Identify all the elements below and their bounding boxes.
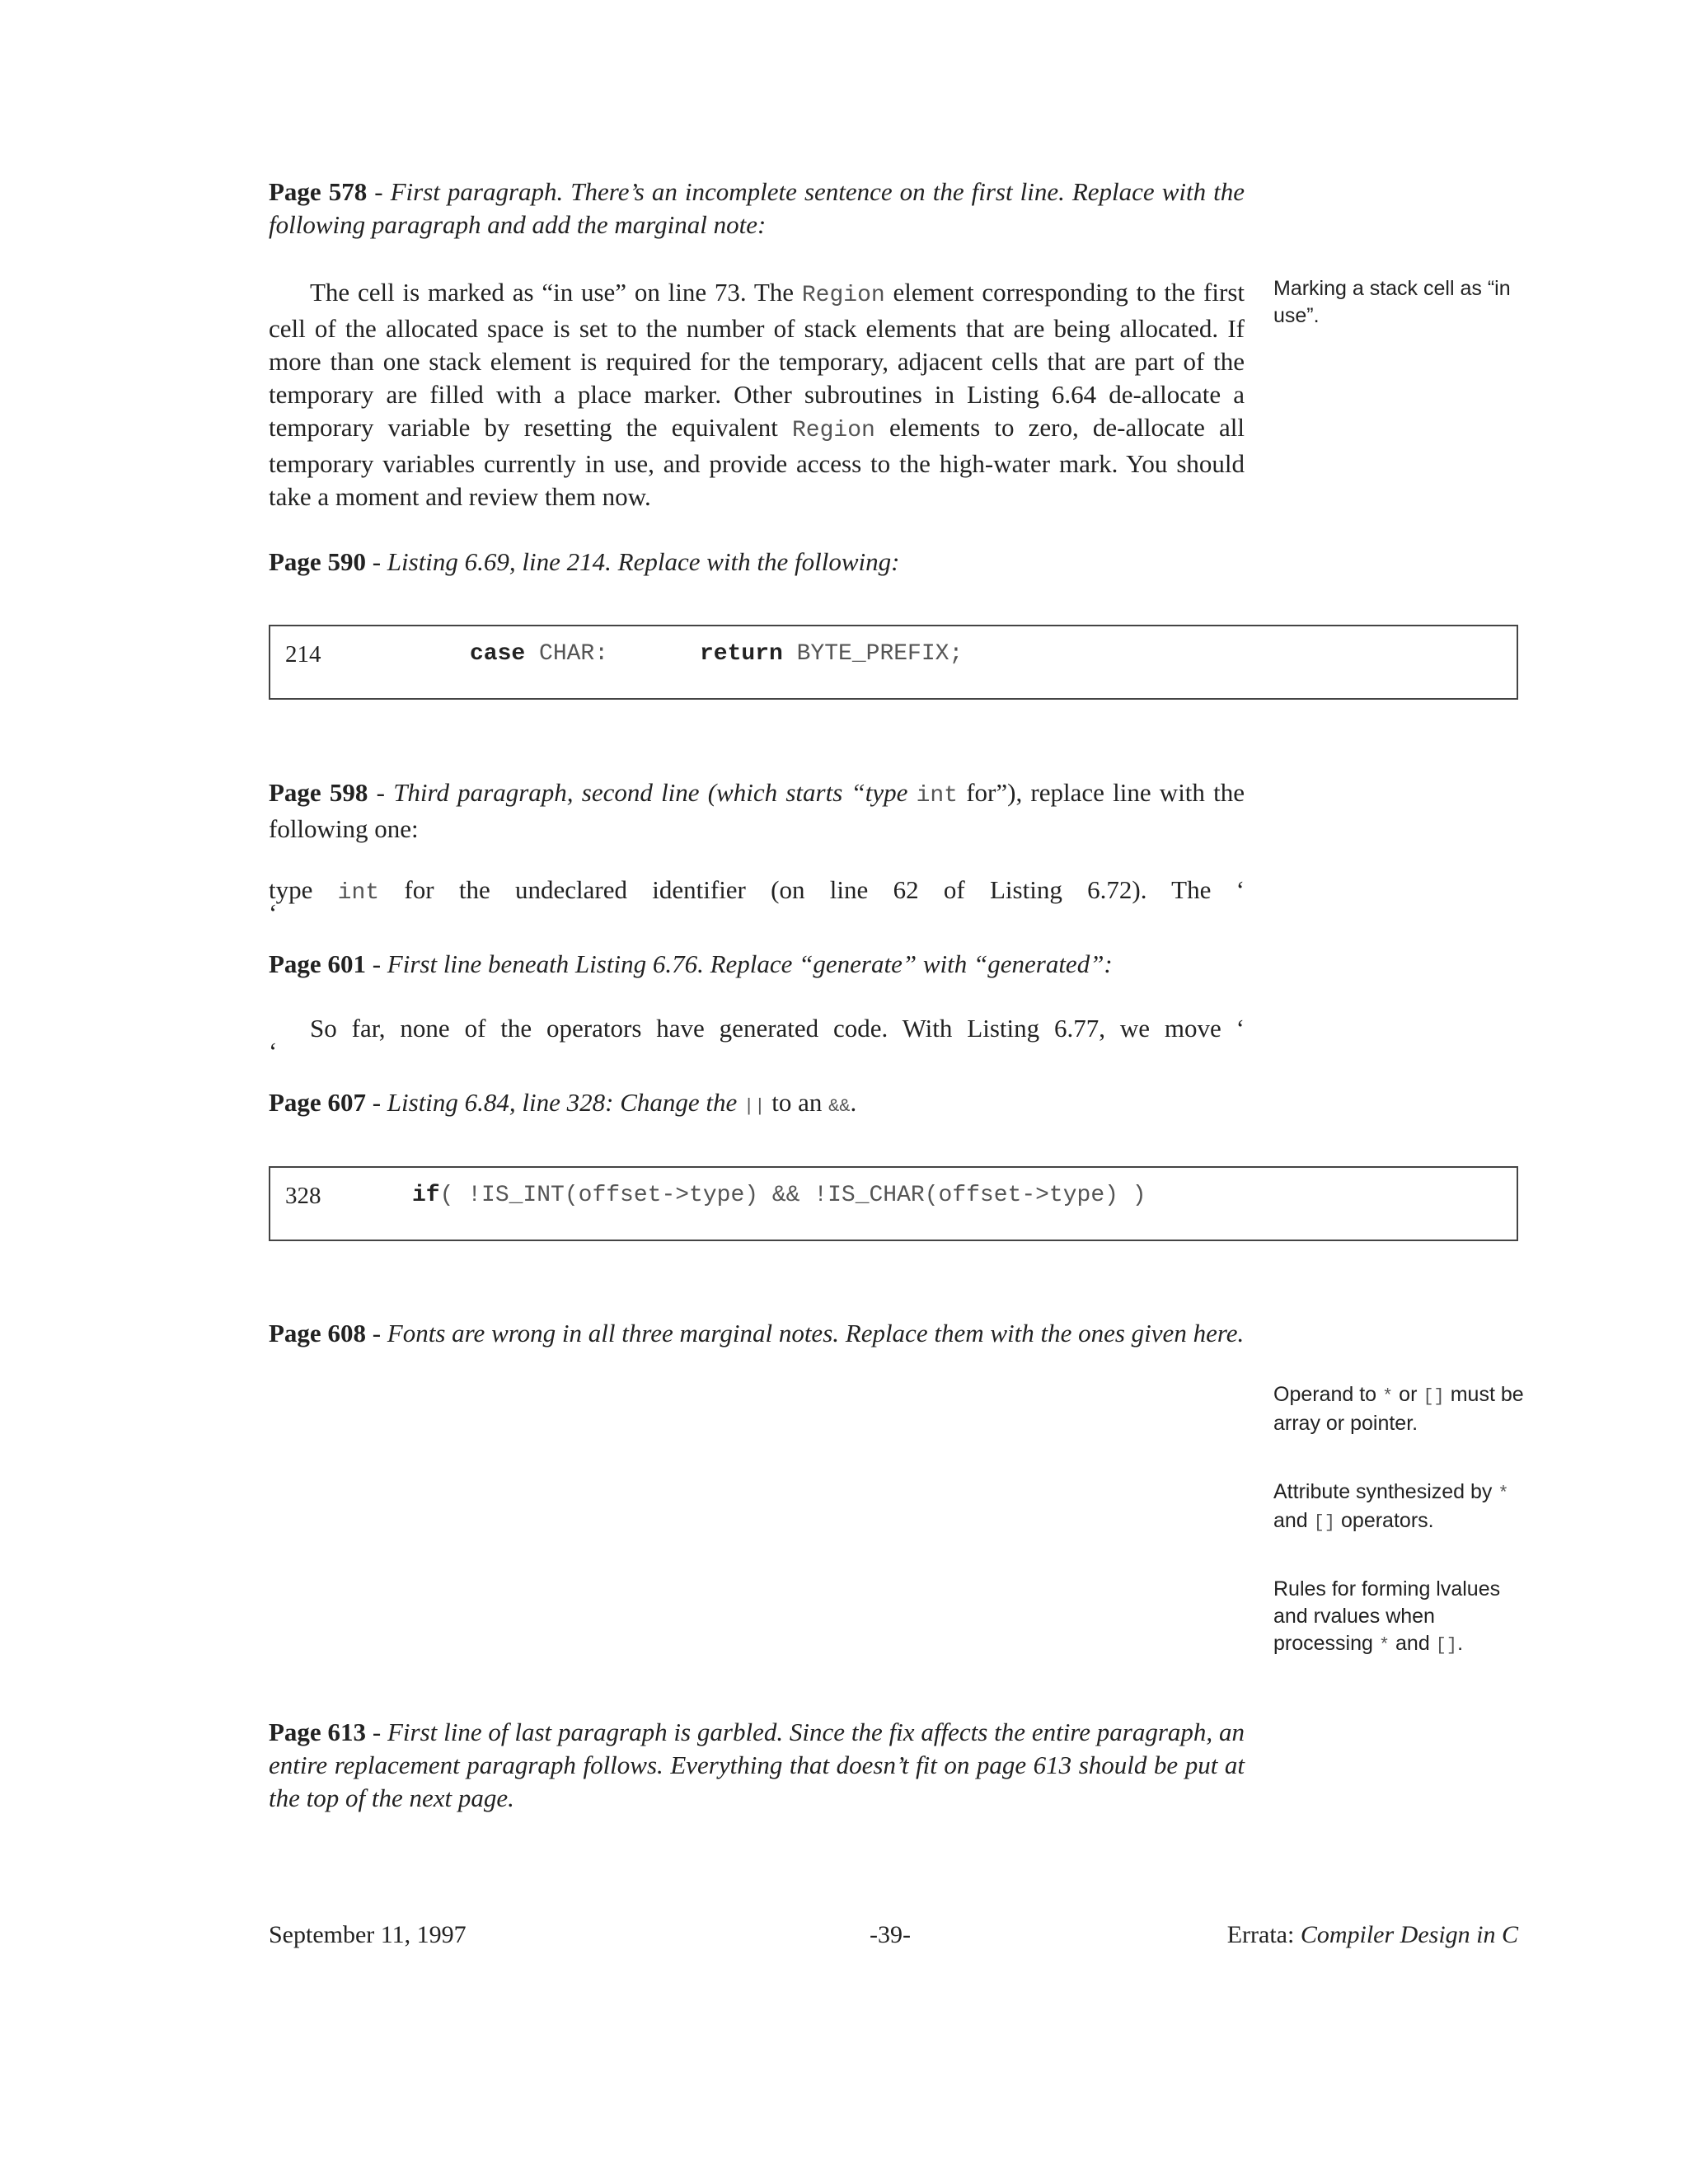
p601-line-tail: ‘ bbox=[269, 1037, 278, 1066]
bracket-operator: [] bbox=[1435, 1635, 1458, 1656]
p590-code-listing bbox=[269, 625, 1518, 700]
p578-replacement-paragraph bbox=[269, 276, 1245, 513]
page-number: Page 601 bbox=[269, 949, 366, 978]
separator: - bbox=[367, 177, 391, 206]
bracket-operator: [] bbox=[1313, 1512, 1336, 1533]
note-text: Operand to bbox=[1273, 1383, 1383, 1406]
p598-heading bbox=[269, 776, 1245, 846]
text: The cell is marked as “in use” on line 73. The bbox=[310, 278, 802, 307]
p607-heading bbox=[269, 1086, 1245, 1123]
line-number: 214 bbox=[285, 641, 321, 668]
code-case bbox=[470, 638, 608, 671]
footer-page-number: -39- bbox=[870, 1921, 911, 1948]
star-operator: * bbox=[1378, 1635, 1390, 1656]
page-number: Page 590 bbox=[269, 547, 366, 576]
separator: - bbox=[368, 778, 394, 807]
code-text: BYTE_PREFIX; bbox=[782, 641, 964, 667]
code-int: int bbox=[337, 880, 380, 906]
p613-heading bbox=[269, 1716, 1245, 1815]
code-int: int bbox=[916, 783, 958, 808]
page-number: Page 608 bbox=[269, 1319, 366, 1347]
p601-replacement-line: So far, none of the operators have generated code. With Listing 6.77, we move ‘ bbox=[310, 1014, 1245, 1043]
code-if bbox=[412, 1179, 1146, 1212]
note-text: operators. bbox=[1335, 1509, 1434, 1532]
text: element corresponding to the first cell of the allocated space is set to the number of stack elements that are being allocated. If more than one stack element is required for the temporary, adjacent cells that are part of the temporary are filled with a place marker. Other subroutines in Listing 6.64 de-allocate a temporary variable by resetting the equivalent bbox=[269, 278, 1245, 442]
bracket-operator: [] bbox=[1423, 1386, 1445, 1407]
instruction: Listing 6.69, line 214. Replace with the following: bbox=[387, 547, 900, 576]
note-text: must be array or pointer. bbox=[1273, 1383, 1524, 1435]
footer-book-title bbox=[1227, 1919, 1518, 1952]
code-region: Region bbox=[801, 283, 885, 308]
text: type bbox=[269, 875, 338, 904]
line-number: 328 bbox=[285, 1183, 321, 1209]
p578-marginal-note: Marking a stack cell as “in use”. bbox=[1273, 277, 1511, 327]
instruction-text: for”), replace line with the following one: bbox=[269, 778, 1245, 843]
instruction-text: to an bbox=[765, 1088, 829, 1117]
instruction: Third paragraph, second line (which starts “type bbox=[393, 778, 917, 807]
p590-heading bbox=[269, 546, 1245, 579]
book-title: Compiler Design in C bbox=[1300, 1921, 1518, 1948]
period: . bbox=[850, 1088, 857, 1117]
separator: - bbox=[365, 547, 387, 576]
separator: - bbox=[365, 1088, 387, 1117]
note-text: . bbox=[1457, 1632, 1464, 1655]
page-number: Page 613 bbox=[269, 1718, 367, 1746]
p608-marginal-note-2 bbox=[1273, 1479, 1529, 1536]
code-return bbox=[700, 638, 963, 671]
p608-heading bbox=[269, 1317, 1245, 1350]
instruction: Listing 6.84, line 328: Change the bbox=[387, 1088, 744, 1117]
separator: - bbox=[365, 949, 387, 978]
note-text: Attribute synthesized by bbox=[1273, 1480, 1498, 1503]
instruction: Fonts are wrong in all three marginal notes. Replace them with the ones given here. bbox=[387, 1319, 1245, 1347]
separator: - bbox=[365, 1319, 387, 1347]
code-text: ( !IS_INT(offset->type) && !IS_CHAR(offset->type) ) bbox=[439, 1183, 1146, 1208]
note-text: and bbox=[1390, 1632, 1436, 1655]
p608-marginal-note-3 bbox=[1273, 1576, 1529, 1659]
code-text: CHAR: bbox=[525, 641, 609, 667]
text: elements to zero, de-allocate all temporary variables currently in use, and provide access to the high-water mark. You should take a moment and review them now. bbox=[269, 413, 1245, 511]
note-text: and bbox=[1273, 1509, 1314, 1532]
p598-line-tail: ‘ bbox=[269, 898, 278, 927]
code-region: Region bbox=[791, 418, 875, 443]
text: for the undeclared identifier (on line 62 of Listing 6.72). The ‘ bbox=[379, 875, 1245, 904]
page-number: Page 598 bbox=[269, 778, 368, 807]
instruction: First line of last paragraph is garbled. Since the fix affects the entire paragraph, an entire replacement paragraph follows. Everything that doesn’t fit on page 613 should be put at the top of the next page. bbox=[269, 1718, 1245, 1812]
p601-heading bbox=[269, 948, 1245, 981]
separator: - bbox=[366, 1718, 387, 1746]
keyword: return bbox=[700, 641, 783, 667]
new-operator: && bbox=[828, 1096, 851, 1117]
p607-code-listing bbox=[269, 1166, 1518, 1241]
star-operator: * bbox=[1382, 1386, 1394, 1407]
keyword: if bbox=[412, 1183, 440, 1208]
page-number: Page 578 bbox=[269, 177, 368, 206]
old-operator: || bbox=[743, 1096, 766, 1117]
errata-label: Errata: bbox=[1226, 1921, 1301, 1948]
p578-heading bbox=[269, 176, 1245, 241]
instruction: First paragraph. There’s an incomplete sentence on the first line. Replace with the following paragraph and add the marginal note: bbox=[269, 177, 1245, 239]
instruction: First line beneath Listing 6.76. Replace “generate” with “generated”: bbox=[387, 949, 1113, 978]
note-text: or bbox=[1393, 1383, 1423, 1406]
footer-date: September 11, 1997 bbox=[269, 1921, 467, 1948]
keyword: case bbox=[470, 641, 526, 667]
p608-marginal-note-1 bbox=[1273, 1381, 1529, 1437]
star-operator: * bbox=[1498, 1483, 1509, 1504]
page-number: Page 607 bbox=[269, 1088, 366, 1117]
note-text: Rules for forming lvalues and rvalues when processing bbox=[1273, 1577, 1501, 1655]
